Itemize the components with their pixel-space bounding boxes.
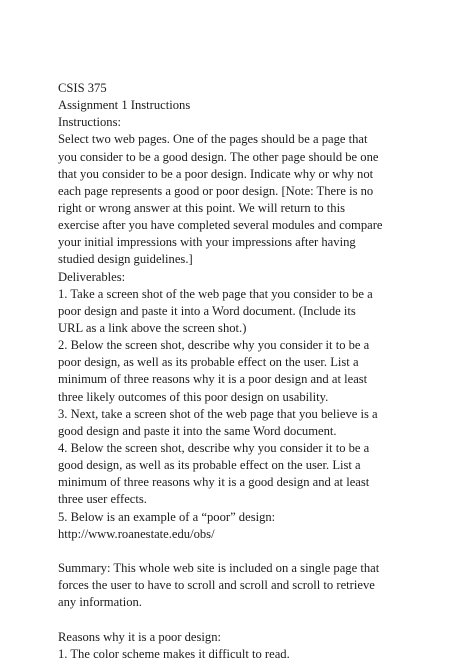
instructions-heading: Instructions: xyxy=(58,115,121,130)
summary-line: forces the user to have to scroll and scroll and scroll to retrieve xyxy=(58,578,375,593)
summary-paragraph xyxy=(58,560,458,611)
summary-line: Summary: This whole web site is included on a single page that xyxy=(58,560,380,575)
deliverables-line: poor design and paste it into a Word document. (Include its xyxy=(58,303,356,318)
instructions-line: you consider to be a good design. The other page should be one xyxy=(58,149,379,164)
deliverables-list xyxy=(58,286,458,543)
reasons-list xyxy=(58,646,458,663)
deliverables-line: minimum of three reasons why it is a poor design and at least xyxy=(58,372,368,387)
reasons-line: 1. The color scheme makes it difficult to read. xyxy=(58,646,290,661)
instructions-line: studied design guidelines.] xyxy=(58,252,193,267)
deliverables-line: three user effects. xyxy=(58,492,147,507)
instructions-line: exercise after you have completed several modules and compare xyxy=(58,218,383,233)
deliverables-line: 1. Take a screen shot of the web page that you consider to be a xyxy=(58,286,373,301)
instructions-line: each page represents a good or poor design. [Note: There is no xyxy=(58,183,374,198)
deliverables-line: 5. Below is an example of a “poor” design: xyxy=(58,509,276,524)
instructions-paragraph xyxy=(58,131,458,268)
deliverables-line: good design and paste it into the same Word document. xyxy=(58,423,337,438)
assignment-title: Assignment 1 Instructions xyxy=(58,98,191,113)
deliverables-line: 3. Next, take a screen shot of the web page that you believe is a xyxy=(58,406,378,421)
deliverables-line: URL as a link above the screen shot.) xyxy=(58,320,247,335)
deliverables-line: good design, as well as its probable effect on the user. List a xyxy=(58,458,361,473)
deliverables-heading: Deliverables: xyxy=(58,269,126,284)
paragraph-spacer xyxy=(58,611,458,628)
paragraph-spacer xyxy=(58,543,458,560)
deliverables-line: minimum of three reasons why it is a good design and at least xyxy=(58,475,370,490)
deliverables-line: 2. Below the screen shot, describe why you consider it to be a xyxy=(58,338,370,353)
example-url: http://www.roanestate.edu/obs/ xyxy=(58,526,215,541)
deliverables-line: 4. Below the screen shot, describe why you consider it to be a xyxy=(58,440,370,455)
instructions-line: your initial impressions with your impressions after having xyxy=(58,235,356,250)
course-code: CSIS 375 xyxy=(58,81,107,95)
document-body xyxy=(58,80,458,663)
deliverables-line: three likely outcomes of this poor design on usability. xyxy=(58,389,329,404)
instructions-line: that you consider to be a poor design. Indicate why or why not xyxy=(58,166,374,181)
instructions-line: right or wrong answer at this point. We will return to this xyxy=(58,200,345,215)
reasons-heading: Reasons why it is a poor design: xyxy=(58,629,222,644)
summary-line: any information. xyxy=(58,595,142,610)
deliverables-line: poor design, as well as its probable effect on the user. List a xyxy=(58,355,359,370)
instructions-line: Select two web pages. One of the pages should be a page that xyxy=(58,132,368,147)
